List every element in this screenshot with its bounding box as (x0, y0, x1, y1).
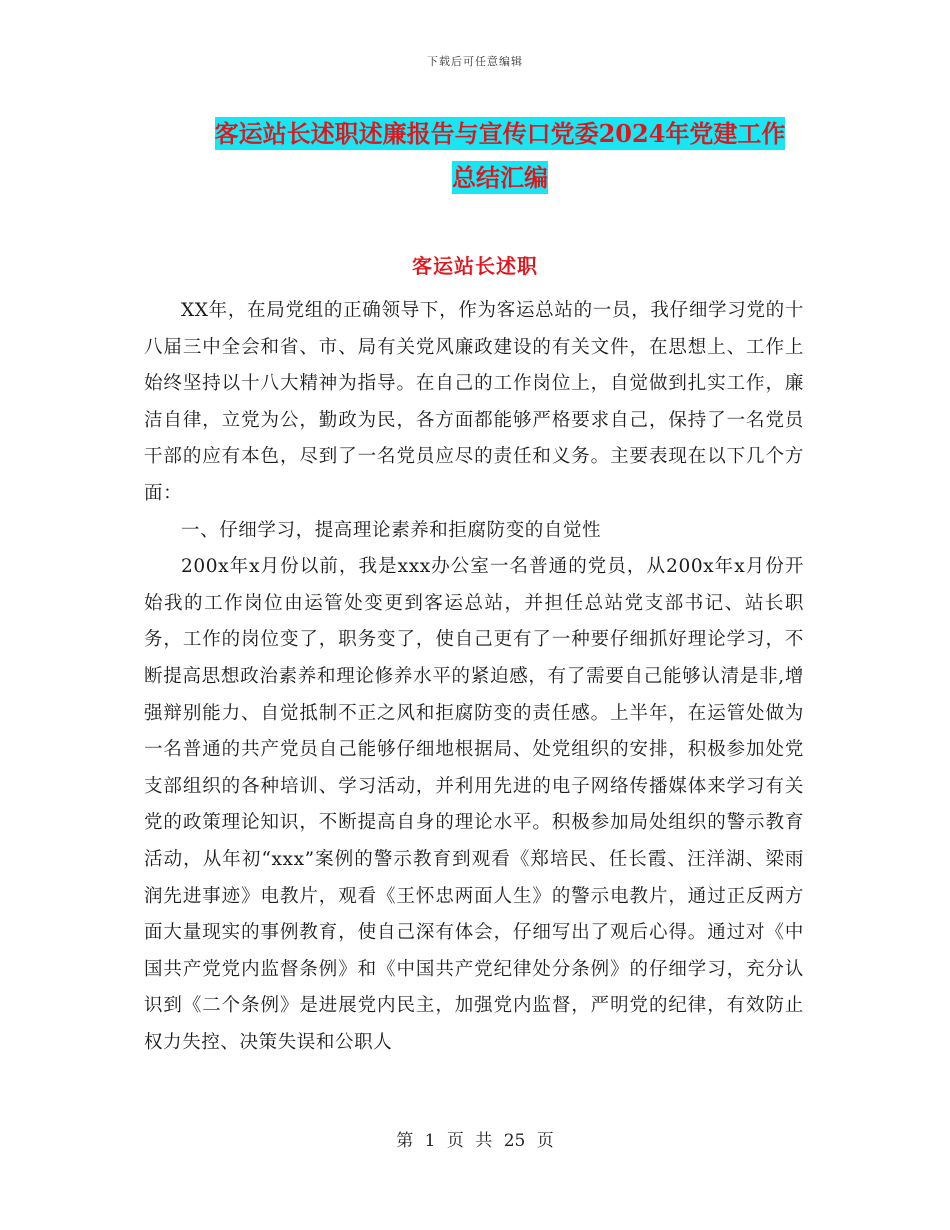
document-title (120, 112, 880, 200)
document-title-line2: 总结汇编 (452, 163, 548, 192)
header-note: 下载后可任意编辑 (427, 55, 523, 68)
document-title-line1: 客运站长述职述廉报告与宣传口党委2024年党建工作 (214, 119, 786, 148)
paragraph-intro: XX年，在局党组的正确领导下，作为客运总站的一员，我仔细学习党的十八届三中全会和省、市、局有关党风廉政建设的有关文件，在思想上、工作上始终坚持以十八大精神为指导。在自己的工作岗位上，自觉做到扎实工作，廉洁自律，立党为公，勤政为民，各方面都能够严格要求自己，保持了一名党员干部的应有本色，尽到了一名党员应尽的责任和义务。主要表现在以下几个方面： (144, 300, 804, 504)
page-footer: 第 1 页 共 25 页 (396, 1131, 554, 1151)
paragraph-subheading: 一、仔细学习，提高理论素养和拒腐防变的自觉性 (181, 519, 602, 541)
paragraph-body: 200x年x月份以前，我是xxx办公室一名普通的党员，从200x年x月份开始我的工作岗位由运管处变更到客运总站，并担任总站党支部书记、站长职务，工作的岗位变了，职务变了，使自己更有了一种要仔细抓好理论学习，不断提高思想政治素养和理论修养水平的紧迫感，有了需要自己能够认清是非,增强辩别能力、自觉抵制不正之风和拒腐防变的责任感。上半年，在运管处做为一名普通的共产党员自己能够仔细地根据局、处党组织的安排，积极参加处党支部组织的各种培训、学习活动，并利用先进的电子网络传播媒体来学习有关党的政策理论知识，不断提高自身的理论水平。积极参加局处组织的警示教育活动，从年初“xxx”案例的警示教育到观看《郑培民、任长霞、汪洋湖、梁雨润先进事迹》电教片，观看《王怀忠两面人生》的警示电教片，通过正反两方面大量现实的事例教育，使自己深有体会，仔细写出了观后心得。通过对《中国共产党党内监督条例》和《中国共产党纪律处分条例》的仔细学习，充分认识到《二个条例》是进展党内民主，加强党内监督，严明党的纪律，有效防止权力失控、决策失误和公职人 (144, 556, 804, 1053)
section-heading: 客运站长述职 (412, 254, 538, 278)
body-text (144, 293, 804, 1061)
